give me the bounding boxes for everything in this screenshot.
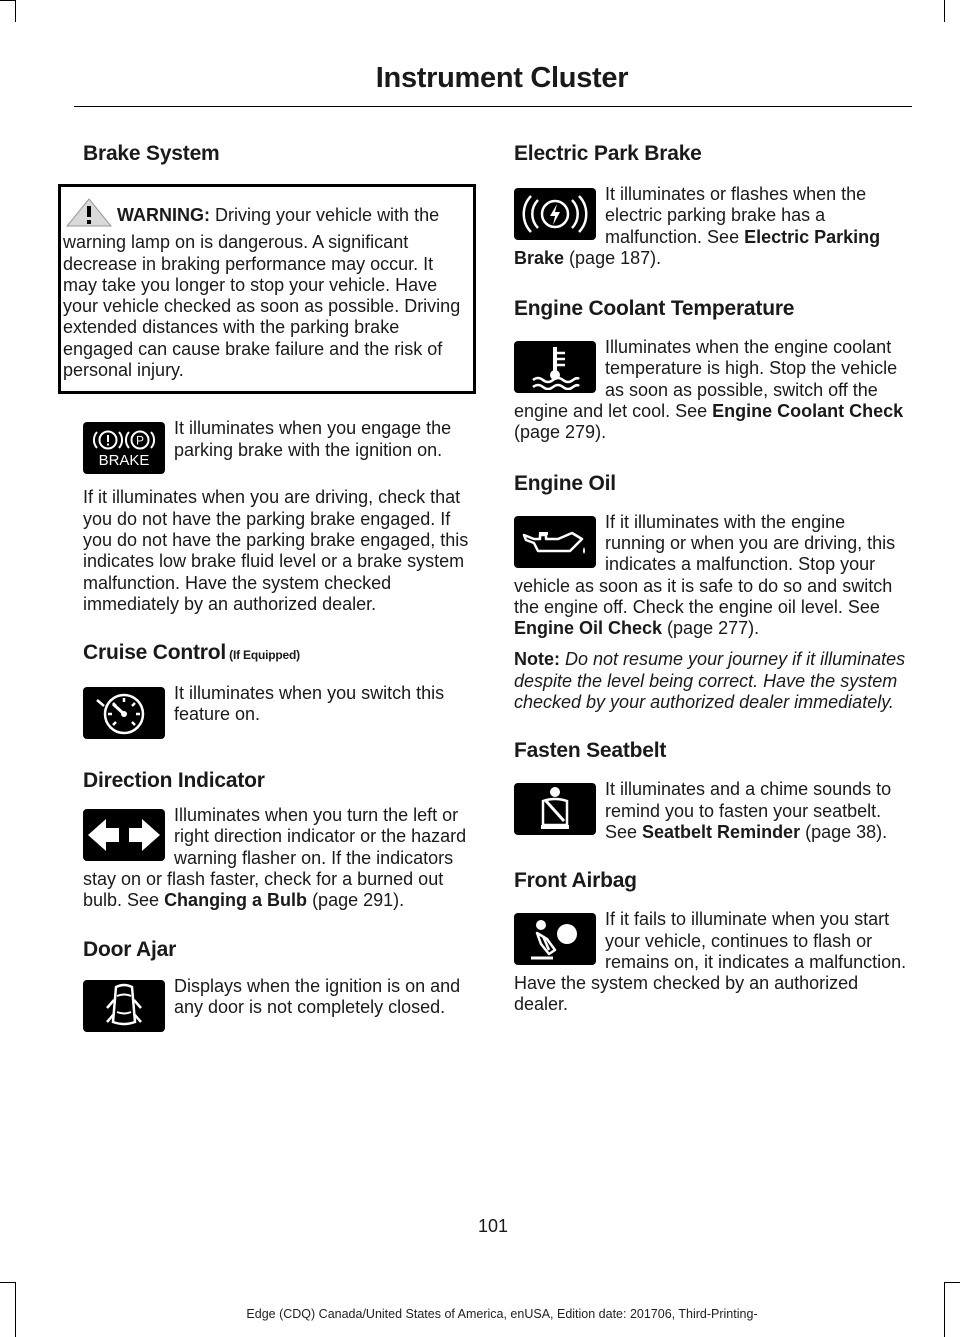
crop-mark [944,0,945,22]
fasten-seatbelt-heading: Fasten Seatbelt [514,739,667,763]
footer: Edge (CDQ) Canada/United States of America, enUSA, Edition date: 201706, Third-Printing- [246,1307,758,1321]
warning-text: Driving your vehicle with the warning lamp on is dangerous. A significant decrease in braking performance may occur. It may take you longer to stop your vehicle. Have your vehicle checked as soon as possible. Driving extended distances with the parking brake engaged can cause brake failure and the risk of personal injury. [63,205,461,381]
warning-paragraph [63,197,467,381]
direction-page-ref: (page 291). [307,890,405,911]
page-title: Instrument Cluster [375,62,629,94]
airbag-text: If it fails to illuminate when you start your vehicle, continues to flash or remains on, it indicates a malfunction. Have the system checked by an authorized dealer. [514,909,907,1015]
svg-text:P: P [135,433,145,448]
coolant-page-ref: (page 279). [514,422,607,443]
cruise-text: It illuminates when you switch this feature on. [174,683,445,725]
note-text: Do not resume your journey if it illuminates despite the level being correct. Have the system checked by your authorized dealer immediately. [514,649,906,713]
airbag-indicator [514,909,908,1015]
brake-text-1: It illuminates when you engage the parking brake with the ignition on. [174,418,452,460]
crop-mark [15,0,16,22]
oil-note [514,649,908,713]
right-column [514,140,908,1016]
coolant-text-body: Illuminates when the engine coolant temperature is high. Stop the vehicle as soon as possible, switch off the engine and let cool. See [514,337,898,422]
crop-mark [0,0,15,1]
seatbelt-text-body: It illuminates and a chime sounds to remind you to fasten your seatbelt. See [605,779,892,842]
front-airbag-heading: Front Airbag [514,869,637,893]
seatbelt-indicator [514,779,908,843]
left-column [63,140,475,1036]
electric-park-brake-icon [514,188,596,240]
brake-system-heading: Brake System [83,142,220,165]
engine-coolant-heading: Engine Coolant Temperature [514,297,795,321]
engine-oil-heading: Engine Oil [514,471,616,495]
page-number: 101 [477,1216,509,1236]
direction-text-body: Illuminates when you turn the left or right direction indicator or the hazard warning flasher on. If the indicators stay on or flash faster, check for a burned out bulb. See [83,805,467,911]
seatbelt-reminder-link[interactable]: Seatbelt Reminder [642,821,801,842]
oil-indicator [514,512,908,640]
cruise-control-heading [83,639,475,669]
speedometer-icon [83,687,165,739]
door-ajar-heading: Door Ajar [83,937,177,961]
direction-indicator [83,805,475,911]
epb-page-ref: (page 187). [564,247,662,268]
warning-triangle-icon [65,197,113,232]
cruise-control-qualifier: (If Equipped) [226,648,300,663]
door-ajar-text: Displays when the ignition is on and any door is not completely closed. [174,975,461,1017]
seatbelt-page-ref: (page 38). [800,821,888,842]
direction-indicator-heading: Direction Indicator [83,769,265,793]
note-label: Note: [514,649,560,670]
cruise-indicator [83,683,475,743]
door-ajar-icon [83,980,165,1032]
turn-arrows-icon [83,809,165,861]
door-ajar-indicator [83,976,475,1036]
changing-bulb-link[interactable]: Changing a Bulb [164,890,308,911]
airbag-icon [514,913,596,965]
oil-page-ref: (page 277). [662,618,760,639]
epb-text-body: It illuminates or flashes when the electric parking brake has a malfunction. See [605,184,867,247]
engine-oil-check-link[interactable]: Engine Oil Check [514,618,663,639]
cruise-control-title: Cruise Control [83,641,227,665]
brake-indicator [83,418,475,478]
crop-mark [0,1282,15,1283]
seatbelt-icon [514,783,596,835]
brake-text-2: If it illuminates when you are driving, check that you do not have the parking brake engaged. If you do not have the parking brake engaged, this indicates low brake fluid level or a brake system malfunction. Have the system checked immediately by an authorized dealer. [83,487,469,614]
brake-icon-label: BRAKE [98,452,150,470]
electric-park-brake-heading: Electric Park Brake [514,142,702,165]
header-rule [74,106,912,107]
engine-coolant-check-link[interactable]: Engine Coolant Check [712,401,904,422]
oil-text-body: If it illuminates with the engine running or when you are driving, this indicates a malfunction. Stop your vehicle as soon as it is safe to do so and switch the engine off. Check the engine oil level. See [514,511,896,617]
warning-box [58,184,476,394]
coolant-indicator [514,337,908,443]
coolant-temperature-icon [514,341,596,393]
electric-parking-brake-link[interactable]: Electric Parking Brake [514,226,881,268]
brake-warning-icon [83,422,165,474]
warning-label: WARNING: [117,205,210,225]
oil-can-icon [514,516,596,568]
crop-mark [944,1282,960,1283]
epb-indicator [514,184,908,269]
